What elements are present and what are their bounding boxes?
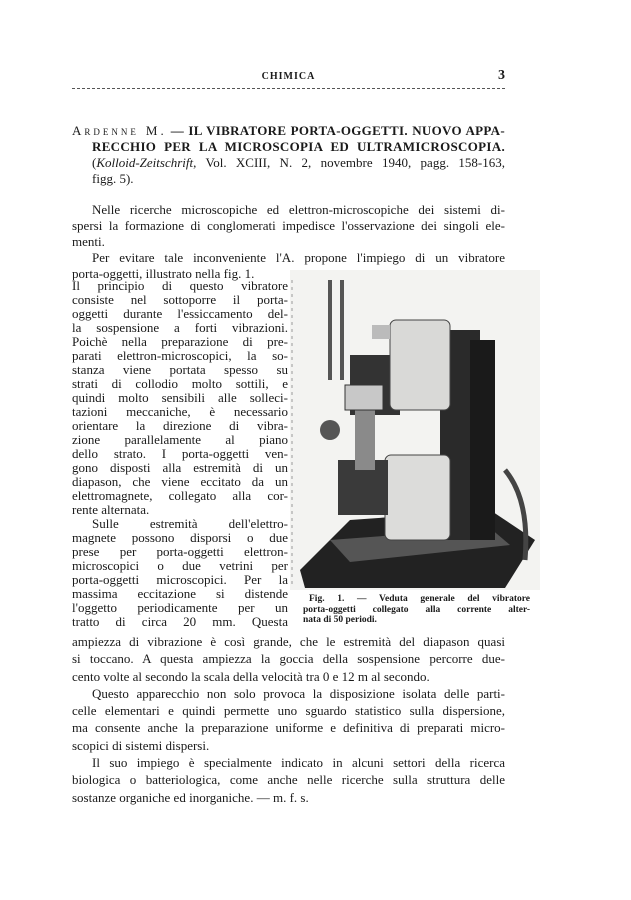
text-line: strati di collodio molto sottili, e — [72, 376, 288, 391]
heading-line: RECCHIO PER LA MICROSCOPIA ED ULTRAMICROSCOPIA. — [92, 139, 505, 154]
text-line: zione parallelamente al piano — [72, 432, 288, 447]
figure-caption — [303, 594, 530, 626]
text-line: la sospensione a forti vibrazioni. — [72, 320, 288, 335]
citation-line: (Kolloid-Zeitschrift, Vol. XCIII, N. 2, novembre 1940, pagg. 158-163, — [92, 155, 505, 170]
text-line: Per evitare tale inconveniente l'A. propone l'impiego di un vibratore — [92, 250, 505, 265]
text-line: stanza viene portata spesso su — [72, 362, 288, 377]
text-line: quindi molto sensibili alle solleci- — [72, 390, 288, 405]
vibrator-photo — [290, 270, 540, 590]
text-line: sostanze organiche ed inorganiche. — m. f. s. — [72, 789, 309, 805]
header-rule — [72, 88, 505, 89]
caption-line: porta-oggetti collegato alla corrente alter- — [303, 604, 530, 615]
full-width-text — [72, 633, 505, 806]
text-line: Nelle ricerche microscopiche ed elettron-microscopiche dei sistemi di- — [92, 202, 505, 217]
article-heading — [72, 123, 505, 187]
text-line: Il suo impiego è specialmente indicato in alcuni settori della ricerca — [92, 755, 505, 771]
text-line: diapason, che viene eccitato da un — [72, 474, 288, 489]
text-line: dello strato. I porta-oggetti ven- — [72, 446, 288, 461]
text-line: tazioni meccaniche, è necessario — [72, 404, 288, 419]
text-line: cento volte al secondo la scala della velocità tra 0 e 12 m al secondo. — [72, 668, 430, 684]
text-line: prese per porta-oggetti elettron- — [72, 544, 288, 559]
text-line: menti. — [72, 234, 105, 249]
article-title: — IL VIBRATORE PORTA-OGGETTI. NUOVO APPA- — [170, 123, 505, 138]
text-line: parati elettron-microscopici, la so- — [72, 348, 288, 363]
text-line: porta-oggetti, illustrato nella fig. 1. — [72, 266, 255, 281]
text-line: Il principio di questo vibratore — [72, 278, 288, 293]
text-line: rente alternata. — [72, 502, 150, 517]
running-title: CHIMICA — [261, 71, 316, 82]
heading-line — [72, 123, 505, 139]
text-line: porta-oggetti microscopici. Per la — [72, 572, 288, 587]
text-line: scopici di sistemi dispersi. — [72, 737, 210, 753]
running-head — [72, 68, 505, 84]
text-line: microscopici o due vetrini per — [72, 558, 288, 573]
citation-line: figg. 5). — [92, 171, 134, 186]
text-line: Questo apparecchio non solo provoca la disposizione isolata delle parti- — [92, 685, 505, 701]
text-line: si toccano. A questa ampiezza la goccia della sospensione percorre due- — [72, 651, 505, 667]
text-line: celle elementari e quindi permette uno sguardo statistico sulla dispersione, — [72, 703, 505, 719]
column-text — [72, 279, 288, 629]
text-line: ma consente anche la preparazione uniforme e definitiva di preparati micro- — [72, 720, 505, 736]
journal-name: Kolloid-Zeitschrift — [96, 155, 194, 170]
text-line: massima eccitazione si distende — [72, 586, 288, 601]
text-line: l'oggetto periodicamente per un — [72, 600, 288, 615]
text-line: elettromagnete, collegato alla cor- — [72, 488, 288, 503]
caption-line: nata di 50 periodi. — [303, 615, 377, 625]
text-line: spersi la formazione di conglomerati impedisce l'osservazione dei singoli ele- — [72, 218, 505, 233]
page-number: 3 — [498, 68, 505, 83]
author: Ardenne M. — [72, 123, 167, 138]
text-line: oggetti durante l'essiccamento del- — [72, 306, 288, 321]
text-line: ampiezza di vibrazione è così grande, che le estremità del diapason quasi — [72, 634, 505, 649]
text-line: orientare la direzione di vibra- — [72, 418, 288, 433]
caption-line: Fig. 1. — Veduta generale del vibratore — [309, 594, 530, 604]
text-line: gono disposti alla estremità di un — [72, 460, 288, 475]
text-line: tratto di circa 20 mm. Questa — [72, 614, 288, 629]
text-line: Poichè nella preparazione di pre- — [72, 334, 288, 349]
text-line: magnete possono disporsi o due — [72, 530, 288, 545]
text-line: biologica o batteriologica, come anche nelle ricerche sulla struttura delle — [72, 772, 505, 788]
text-line: Sulle estremità dell'elettro- — [92, 516, 288, 531]
text-line: consiste nel sottoporre il porta- — [72, 292, 288, 307]
